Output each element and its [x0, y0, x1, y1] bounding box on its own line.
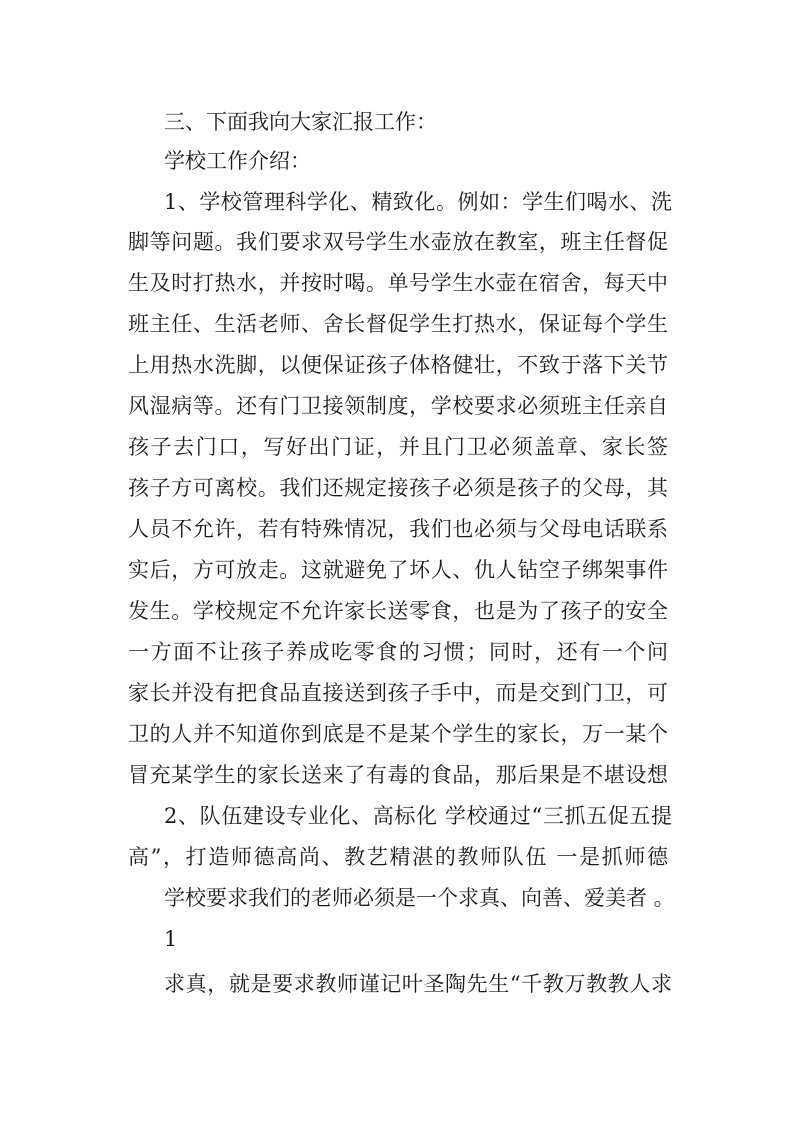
text-line: 孩子方可离校。我们还规定接孩子必须是孩子的父母，其 — [128, 476, 668, 500]
text-line: 卫的人并不知道你到底是不是某个学生的家长，万一某个 — [128, 722, 668, 746]
text-line: 人员不允许，若有特殊情况，我们也必须与父母电话联系 — [128, 517, 668, 541]
text-line: 发生。学校规定不允许家长送零食，也是为了孩子的安全 — [128, 599, 668, 623]
text-line: 高”，打造师德高尚、教艺精湛的教师队伍 一是抓师德 — [128, 845, 668, 869]
text-line: 冒充某学生的家长送来了有毒的食品，那后果是不堪设想 — [128, 763, 668, 787]
text-line: 2、队伍建设专业化、高标化 学校通过“三抓五促五提 — [164, 804, 672, 828]
text-line: 学校要求我们的老师必须是一个求真、向善、爱美者 。 — [164, 886, 675, 910]
text-line: 风湿病等。还有门卫接领制度，学校要求必须班主任亲自 — [128, 394, 668, 418]
text-line: 学校工作介绍： — [164, 149, 311, 173]
list-number: 1 — [164, 927, 178, 951]
text-line: 实后，方可放走。这就避免了坏人、仇人钻空子绑架事件 — [128, 558, 668, 582]
text-line: 脚等问题。我们要求双号学生水壶放在教室，班主任督促 — [128, 230, 668, 254]
text-line: 班主任、生活老师、舍长督促学生打热水，保证每个学生 — [128, 312, 668, 336]
text-line: 1、学校管理科学化、精致化。例如：学生们喝水、洗 — [164, 190, 672, 214]
text-line: 一方面不让孩子养成吃零食的习惯；同时，还有一个问 — [128, 640, 668, 664]
text-line: 上用热水洗脚，以便保证孩子体格健壮，不致于落下关节 — [128, 353, 668, 377]
text-line: 孩子去门口，写好出门证，并且门卫必须盖章、家长签 — [128, 435, 668, 459]
text-line: 三、下面我向大家汇报工作： — [164, 110, 437, 134]
text-line: 求真，就是要求教师谨记叶圣陶先生“千教万教教人求 — [164, 972, 672, 996]
text-line: 生及时打热水，并按时喝。单号学生水壶在宿舍，每天中 — [128, 271, 668, 295]
text-line: 家长并没有把食品直接送到孩子手中，而是交到门卫，可 — [128, 681, 668, 705]
